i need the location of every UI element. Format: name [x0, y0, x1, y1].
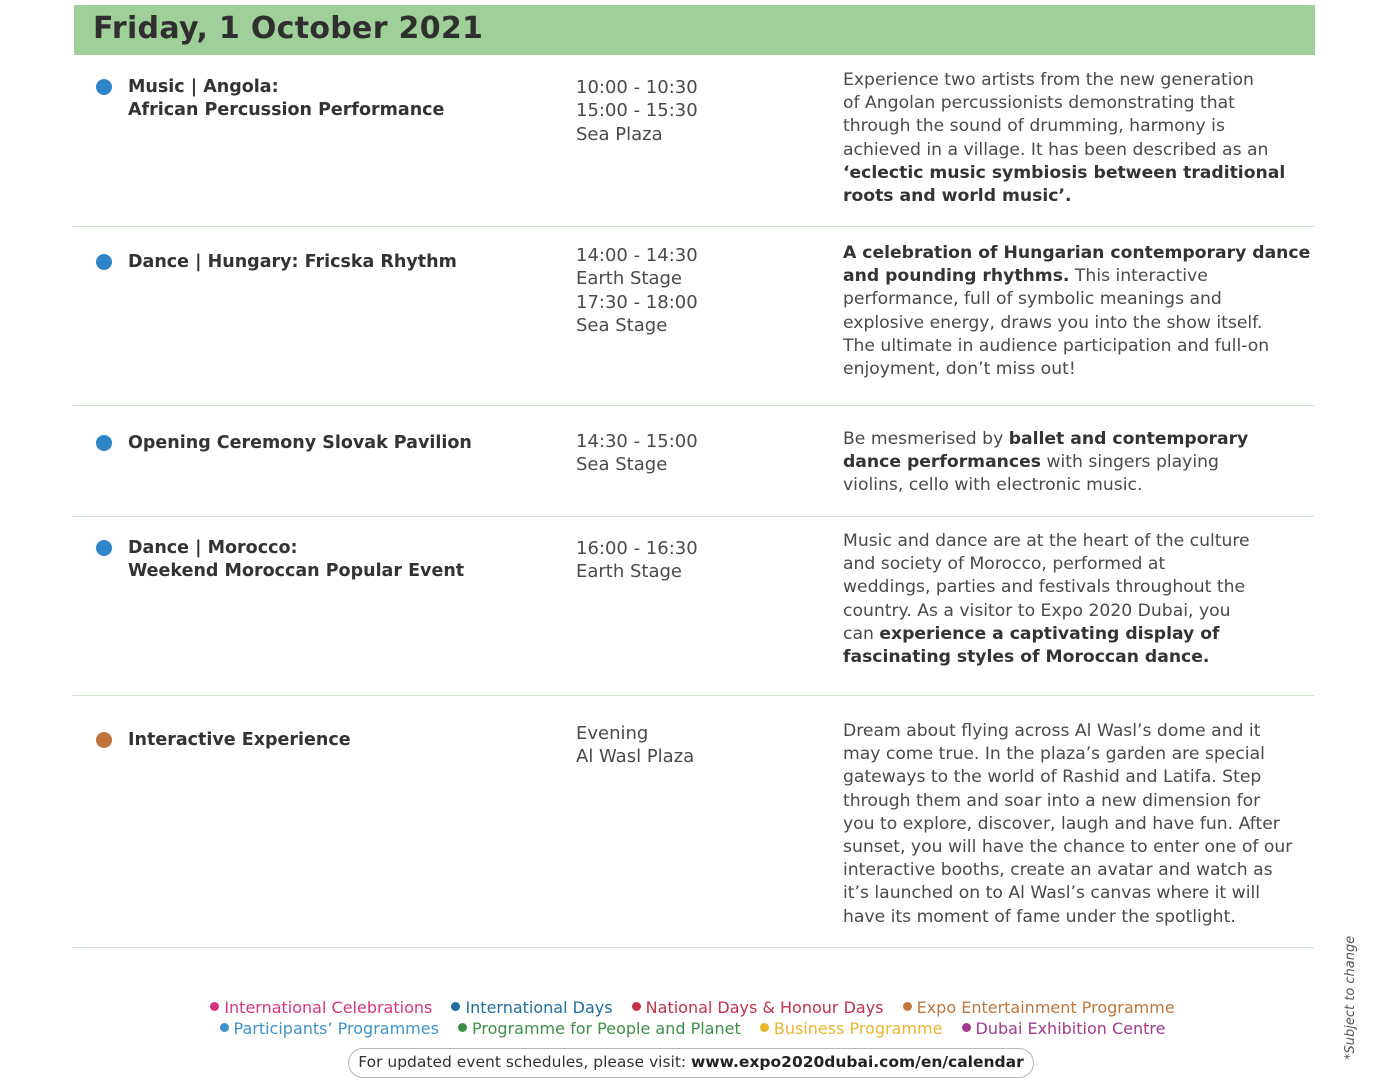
event-row: [72, 227, 1314, 406]
legend-dot-icon: [451, 1002, 460, 1011]
category-dot-icon: [96, 254, 112, 270]
event-description: Be mesmerised by ballet and contemporary dance performances with singers playing violins, cello with electronic music.: [843, 429, 1249, 496]
legend-dot-icon: [632, 1002, 641, 1011]
event-title: Dance | Morocco: Weekend Moroccan Popular Event: [128, 538, 465, 581]
legend-dot-icon: [458, 1023, 467, 1032]
category-dot-icon: [96, 732, 112, 748]
legend-item: Participants’ Programmes: [220, 1018, 439, 1039]
category-dot-icon: [96, 79, 112, 95]
event-row: [72, 696, 1314, 948]
legend-dot-icon: [220, 1023, 229, 1032]
legend-item: International Days: [451, 997, 612, 1018]
legend-item: International Celebrations: [210, 997, 432, 1018]
legend-row: [0, 997, 1385, 1018]
category-dot-icon: [96, 435, 112, 451]
legend-dot-icon: [760, 1023, 769, 1032]
event-times: 10:00 - 10:30 15:00 - 15:30 Sea Plaza: [576, 77, 698, 145]
event-times: Evening Al Wasl Plaza: [576, 723, 695, 768]
event-row: [72, 56, 1314, 227]
event-times: 14:30 - 15:00 Sea Stage: [576, 431, 698, 476]
event-description: Dream about flying across Al Wasl’s dome and it may come true. In the plaza’s garden are special gateways to the world of Rashid and Latifa. Step through them and soar into a new dimension for you to explore, discover, laugh and have fun. After sunset, you will have the chance to enter one of our interactive booths, create an avatar and watch as it’s launched on to Al Wasl’s canvas where it will have its moment of fame under the spotlight.: [843, 721, 1293, 927]
legend-row: [0, 1018, 1385, 1039]
legend-dot-icon: [962, 1023, 971, 1032]
page-title: Friday, 1 October 2021: [93, 11, 484, 46]
event-description: Experience two artists from the new generation of Angolan percussionists demonstrating that through the sound of drumming, harmony is achieved in a village. It has been described as an ‘eclectic music symbiosis between traditional roots and world music’.: [843, 70, 1286, 207]
event-description: Music and dance are at the heart of the culture and society of Morocco, performed at weddings, parties and festivals throughout the country. As a visitor to Expo 2020 Dubai, you can experience a captivating display of fascinating styles of Moroccan dance.: [843, 531, 1250, 668]
event-title: Interactive Experience: [128, 730, 351, 750]
event-title: Opening Ceremony Slovak Pavilion: [128, 433, 472, 453]
legend-item: Business Programme: [760, 1018, 943, 1039]
date-header: [74, 5, 1315, 55]
row-divider: [72, 947, 1314, 948]
event-title: Dance | Hungary: Fricska Rhythm: [128, 252, 457, 272]
legend-dot-icon: [210, 1002, 219, 1011]
legend-item: Programme for People and Planet: [458, 1018, 741, 1039]
category-dot-icon: [96, 540, 112, 556]
event-description: A celebration of Hungarian contemporary dance and pounding rhythms. This interactive performance, full of symbolic meanings and explosive energy, draws you into the show itself. The ultimate in audience participation and full-on enjoyment, don’t miss out!: [843, 243, 1311, 380]
legend-item: Expo Entertainment Programme: [903, 997, 1175, 1018]
event-times: 16:00 - 16:30 Earth Stage: [576, 538, 698, 583]
subject-to-change-note: *Subject to change: [1343, 935, 1358, 1060]
legend-dot-icon: [903, 1002, 912, 1011]
calendar-link[interactable]: www.expo2020dubai.com/en/calendar: [691, 1053, 1024, 1071]
event-times: 14:00 - 14:30 Earth Stage 17:30 - 18:00 Sea Stage: [576, 245, 698, 336]
event-title: Music | Angola: African Percussion Performance: [128, 77, 445, 120]
legend-item: Dubai Exhibition Centre: [962, 1018, 1166, 1039]
footer-schedule-note: For updated event schedules, please visit: www.expo2020dubai.com/en/calendar: [348, 1048, 1034, 1078]
legend-item: National Days & Honour Days: [632, 997, 884, 1018]
event-row: [72, 406, 1314, 517]
event-row: [72, 517, 1314, 696]
